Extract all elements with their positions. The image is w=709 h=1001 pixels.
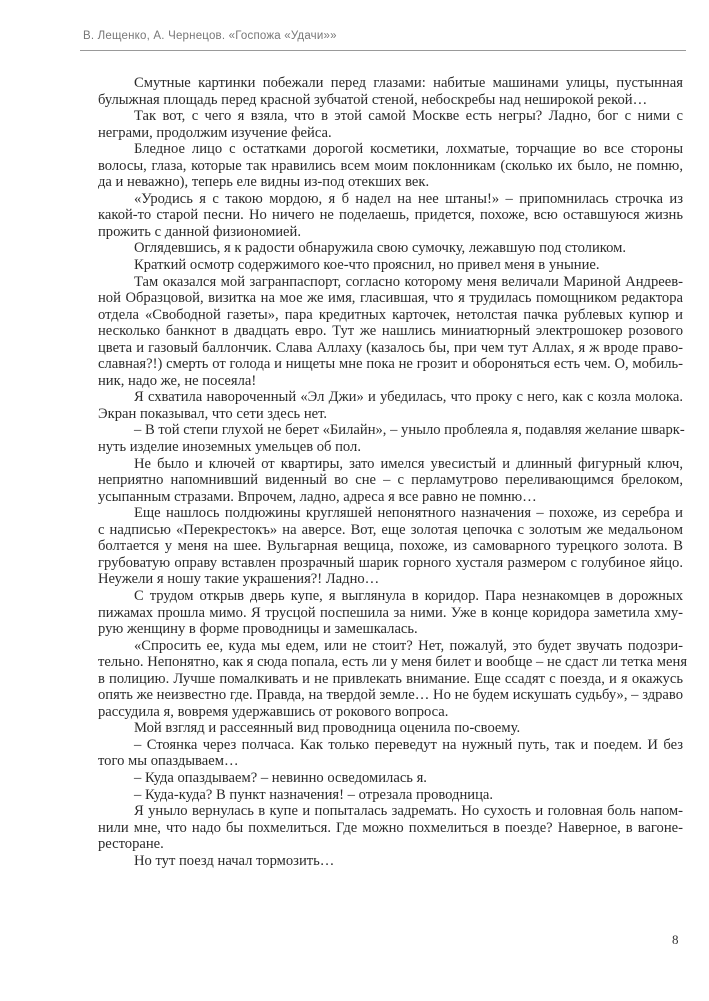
text-line: Экран показывал, что сети здесь нет.	[98, 405, 328, 422]
text-line: неграми, продолжим изучение фейса.	[98, 124, 332, 141]
paragraph	[98, 141, 683, 191]
paragraph	[98, 588, 683, 638]
page-number: 8	[672, 932, 679, 947]
paragraph	[98, 274, 683, 390]
text-line: усыпанным стразами. Впрочем, ладно, адреса я все равно не помню…	[98, 488, 537, 505]
text-line: Смутные картинки побежали перед глазами: набитые машинами улицы, пустынная	[134, 75, 683, 91]
text-line: Не было и ключей от квартиры, зато имелся увесистый и длинный фигурный ключ,	[134, 455, 683, 472]
text-line: славная?!) смерть от голода и нищеты мне пока не грозит и обороняться есть чем. О, мобиль-	[98, 356, 683, 373]
text-line: – В той степи глухой не берет «Билайн», – уныло проблеяла я, подавляя желание шварк-	[134, 422, 685, 439]
text-line: ник, надо же, не посеяла!	[98, 372, 257, 389]
paragraph	[98, 240, 683, 257]
running-header: В. Лещенко, А. Чернецов. «Госпожа «Удачи»»	[83, 30, 337, 42]
text-line: Так вот, с чего я взяла, что в этой самой Москве есть негры? Ладно, бог с ними с	[134, 108, 683, 125]
text-line: в полицию. Лучше помалкивать и не привлекать внимание. Еще ссадят с поезда, и я окажусь	[98, 670, 683, 687]
text-line: цвета и газовый баллончик. Слава Аллаху (казалось бы, при чем тут Аллах, я ж вроде право-	[98, 339, 683, 356]
text-line: булыжная площадь перед красной зубчатой стеной, небоскребы над неширокой рекой…	[98, 91, 648, 108]
text-line: Оглядевшись, я к радости обнаружила свою сумочку, лежавшую под столиком.	[134, 240, 627, 257]
paragraph	[98, 108, 683, 141]
text-line: «Спросить ее, куда мы едем, или не стоит? Нет, пожалуй, это будет звучать подозри-	[134, 637, 683, 654]
text-line: – Куда-куда? В пункт назначения! – отрезала проводница.	[134, 786, 494, 803]
text-line: нуть изделие иноземных умельцев об пол.	[98, 439, 361, 456]
text-line: пижамах прошла мимо. Я трусцой поспешила за ними. Уже в конце коридора заметила хму-	[98, 604, 683, 621]
paragraph	[98, 803, 683, 853]
text-line: Мой взгляд и рассеянный вид проводница оценила по-своему.	[134, 720, 521, 737]
text-line: грубоватую оправу вставлен прозрачный шарик горного хусталя размером с голубиное яйцо.	[98, 554, 683, 571]
header-rule	[80, 50, 686, 51]
text-line: прожить с данной физиономией.	[98, 223, 301, 240]
paragraph	[98, 853, 683, 870]
text-line: Я уныло вернулась в купе и попыталась задремать. Но сухость и головная боль напом-	[134, 803, 683, 820]
text-line: тельно. Непонятно, как я сюда попала, есть ли у меня билет и вообще – не сдаст ли тетка меня	[98, 654, 688, 671]
text-line: ной Образцовой, визитка на мое же имя, гласившая, что я трудилась помощником редактора	[98, 290, 683, 307]
text-line: какой-то старой песни. Но ничего не поделаешь, придется, похоже, всю оставшуюся жизнь	[98, 207, 683, 224]
text-line: Еще нашлось полдюжины кругляшей непонятного назначения – похоже, из серебра и	[134, 505, 683, 522]
paragraph	[98, 389, 683, 422]
text-line: ресторане.	[98, 836, 164, 853]
paragraph	[98, 737, 683, 770]
text-line: несколько банкнот в двадцать евро. Тут же нашлись миниатюрный электрошокер розового	[98, 323, 683, 340]
paragraph	[98, 720, 683, 737]
paragraph	[98, 770, 683, 787]
text-line: Там оказался мой загранпаспорт, согласно которому меня величали Мариной Андреев-	[134, 273, 683, 290]
text-line: Я схватила навороченный «Эл Джи» и убедилась, что проку с него, как с козла молока.	[134, 389, 683, 406]
text-line: Бледное лицо с остатками дорогой косметики, лохматые, торчащие во все стороны	[134, 141, 683, 158]
text-line: волосы, глаза, которые так нравились всем моим поклонникам (сколько их было, не помню,	[98, 157, 683, 174]
text-line: болтается у меня на шее. Вульгарная вещица, похоже, из самоварного турецкого золота. В	[98, 538, 683, 555]
text-line: Неужели я ношу такие украшения?! Ладно…	[98, 571, 380, 588]
paragraph	[98, 505, 683, 588]
text-line: Краткий осмотр содержимого кое-что прояснил, но привел меня в уныние.	[134, 257, 600, 274]
body-text	[98, 75, 688, 869]
paragraph	[98, 456, 683, 506]
paragraph	[98, 787, 683, 804]
text-line: рую женщину в форме проводницы и замешкалась.	[98, 621, 418, 638]
paragraph	[98, 75, 683, 108]
text-line: Но тут поезд начал тормозить…	[134, 852, 335, 869]
text-line: отдела «Свободной газеты», пара кредитных карточек, нетолстая пачка рублевых купюр и	[98, 306, 683, 323]
text-line: нили мне, что надо бы похмелиться. Где можно похмелиться в поезде? Наверное, в вагоне-	[98, 819, 683, 836]
paragraph	[98, 191, 683, 241]
text-line: С трудом открыв дверь купе, я выглянула в коридор. Пара незнакомцев в дорожных	[134, 587, 683, 604]
text-line: – Стоянка через полчаса. Как только переведут на нужный путь, так и поедем. И без	[134, 736, 683, 753]
paragraph	[98, 637, 688, 721]
text-line: с надписью «Перекрестокъ» на аверсе. Вот, еще золотая цепочка с золотым же медальоном	[98, 521, 683, 538]
paragraph	[98, 257, 683, 274]
text-line: опять же неизвестно где. Правда, на твердой земле… Но не будем искушать судьбу», – здраво	[98, 687, 683, 704]
text-line: неприятно напомнивший виденный во сне – с перламутрово переливающимся брелоком,	[98, 472, 683, 489]
text-line: «Уродись я с такою мордою, я б надел на нее штаны!» – припомнилась строчка из	[134, 190, 683, 207]
text-line: да и неважно), теперь еле видны из-под отекших век.	[98, 174, 430, 191]
text-line: того мы опаздываем…	[98, 753, 239, 770]
paragraph	[98, 422, 683, 455]
text-line: рассудила я, вовремя удержавшись от рокового вопроса.	[98, 703, 449, 720]
text-line: – Куда опаздываем? – невинно осведомилась я.	[134, 769, 427, 786]
